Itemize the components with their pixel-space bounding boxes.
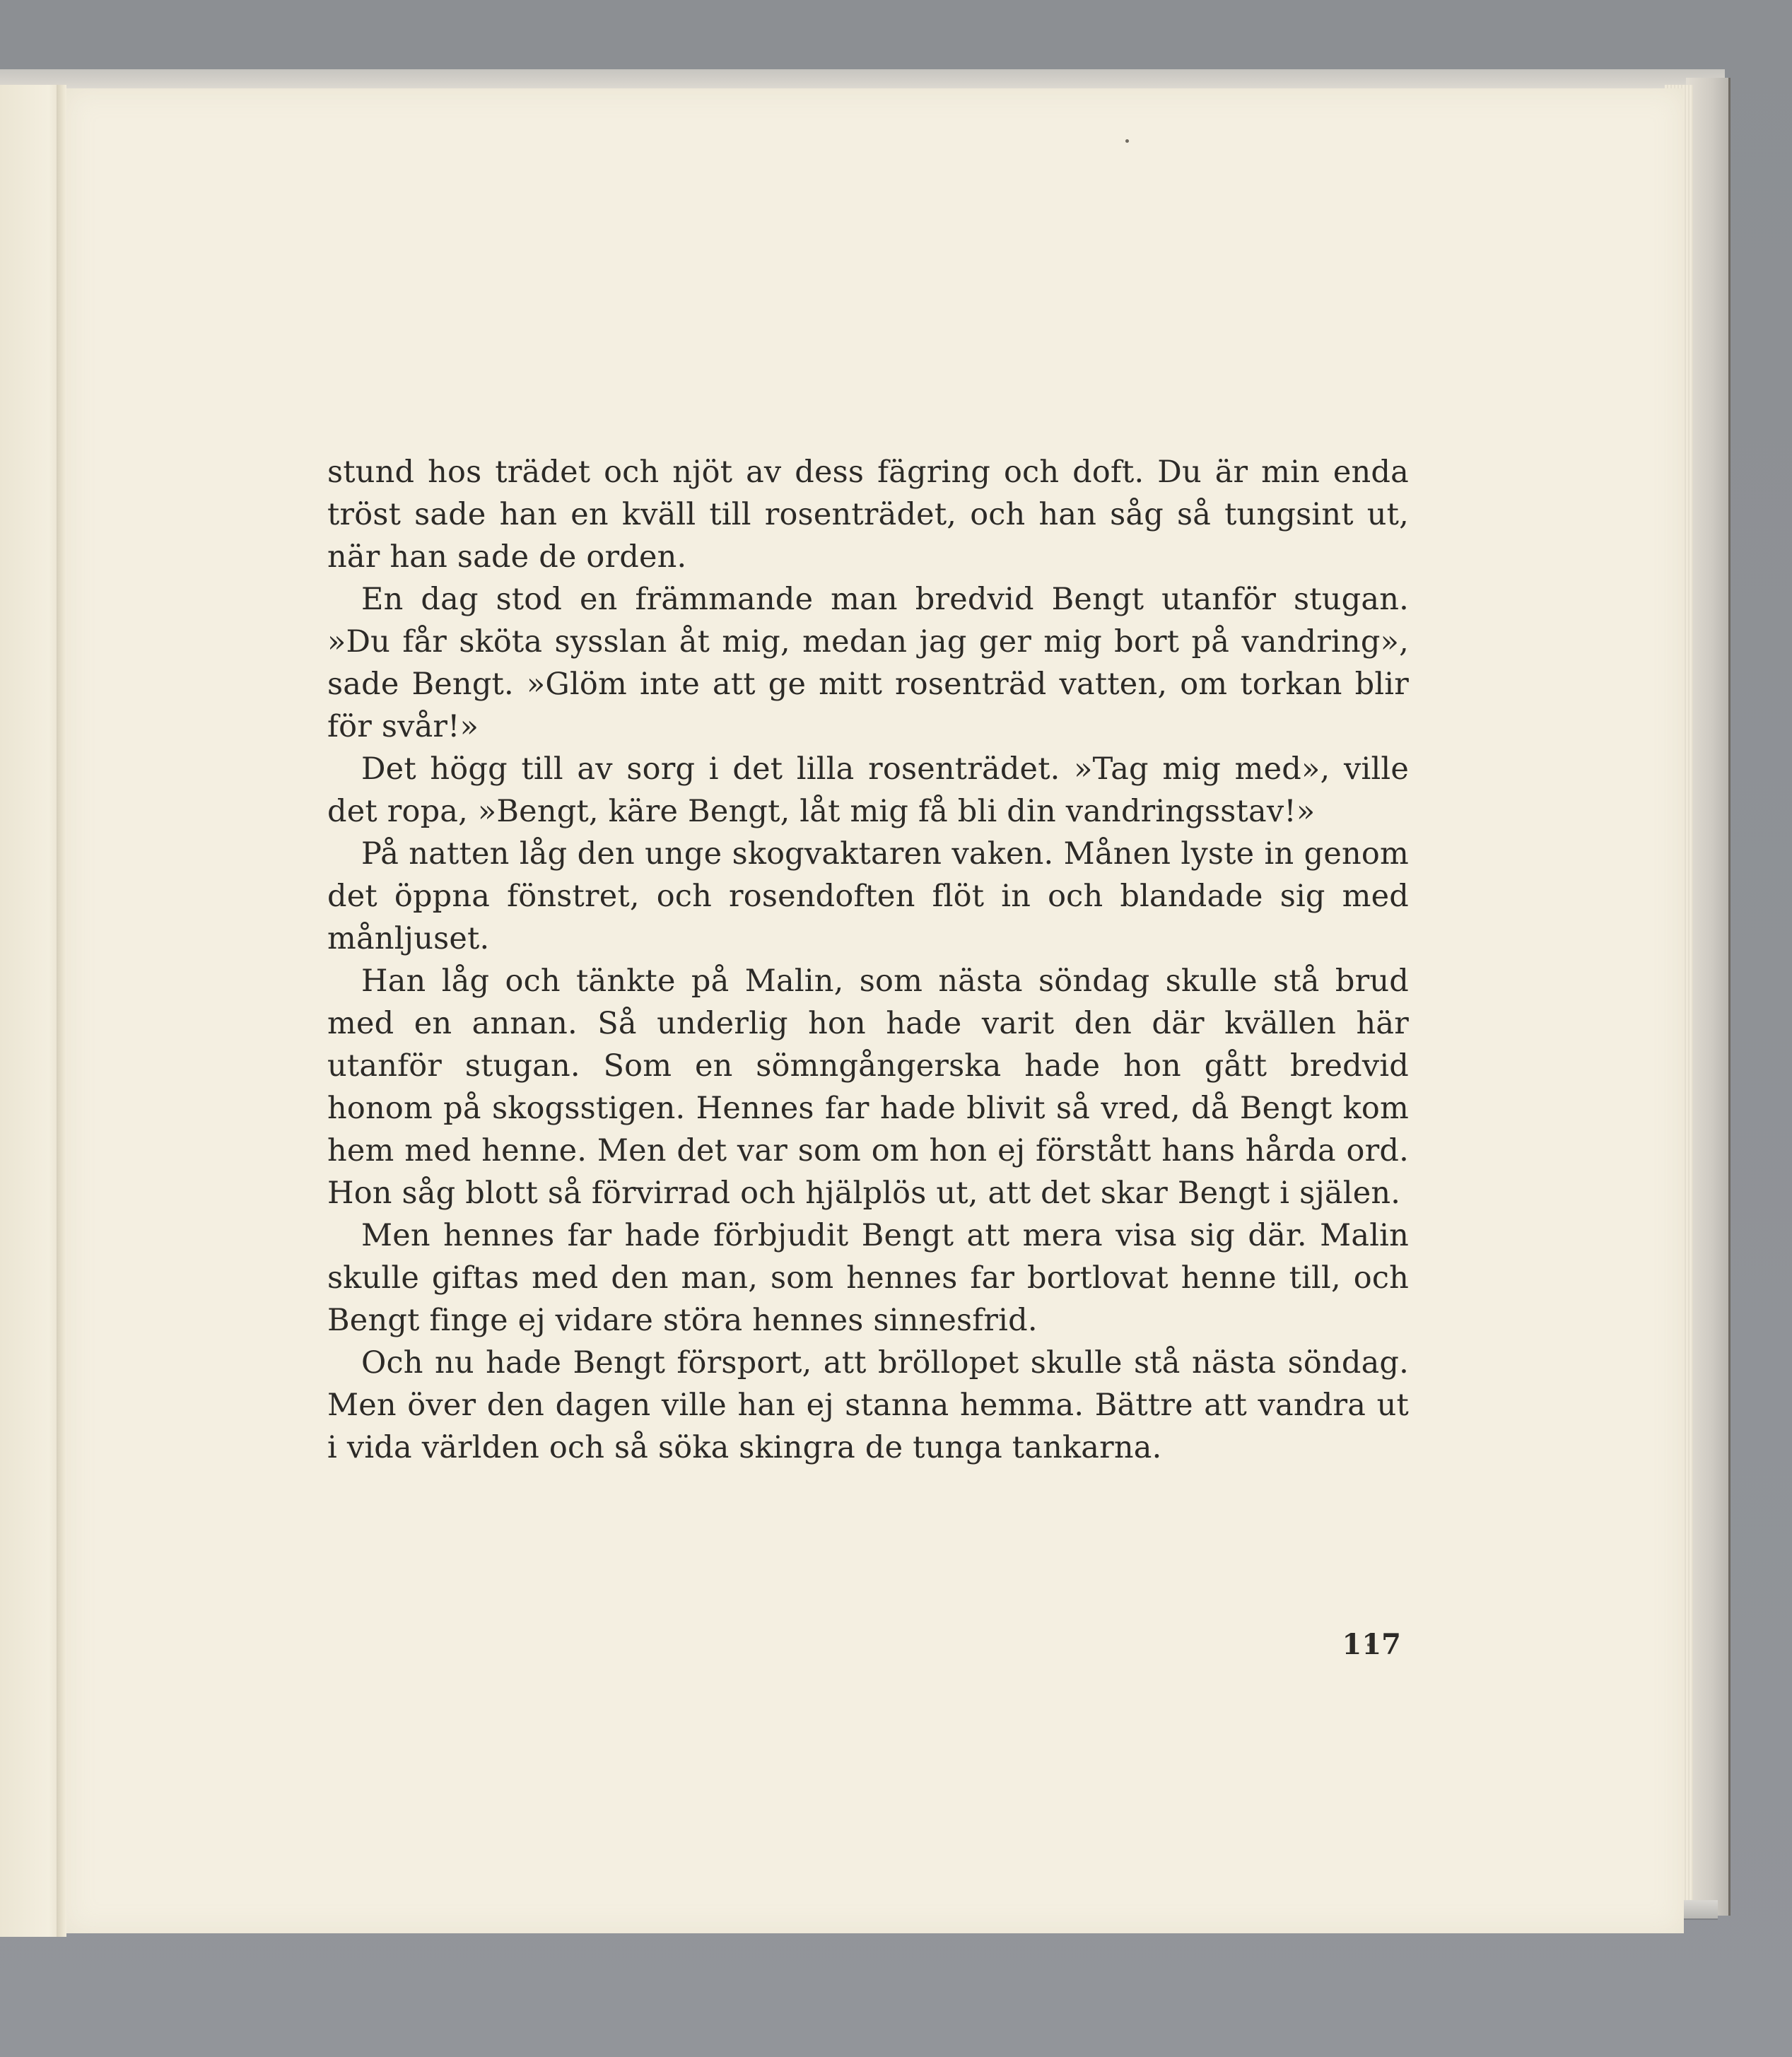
cover-top-edge — [0, 69, 1725, 90]
body-text — [327, 451, 1409, 1469]
paragraph: Men hennes far hade förbjudit Bengt att mera visa sig där. Malin skulle giftas med den man, som hennes far bortlovat henne till, och Bengt finge ej vidare störa hennes sinnesfrid. — [327, 1218, 1409, 1338]
paragraph: stund hos trädet och njöt av dess fägring och doft. Du är min enda tröst sade han en kväll till rosenträdet, och han såg så tungsint ut, när han sade de orden. — [327, 455, 1409, 575]
paragraph: Han låg och tänkte på Malin, som nästa söndag skulle stå brud med en annan. Så underlig hon hade varit den där kvällen här utanför stugan. Som en sömngångerska hade hon gått bredvid honom på skogsstigen. Hennes far hade blivit så vred, då Bengt kom hem med henne. Men det var som om hon ej förstått hans hårda ord. Hon såg blott så förvirrad och hjälplös ut, att det skar Bengt i själen. — [327, 963, 1409, 1211]
paper-speck — [1125, 139, 1129, 143]
paragraph: Och nu hade Bengt försport, att bröllopet skulle stå nästa söndag. Men över den dagen ville han ej stanna hemma. Bättre att vandra ut i vida världen och så söka skingra de tunga tankarna. — [327, 1345, 1409, 1465]
paragraph: Det högg till av sorg i det lilla rosenträdet. »Tag mig med», ville det ropa, »Bengt, käre Bengt, låt mig få bli din vandringsstav!» — [327, 751, 1409, 829]
book-gutter — [57, 85, 66, 1937]
page-number: 117 — [1342, 1628, 1401, 1661]
left-page-sliver — [0, 85, 61, 1937]
book-page — [65, 88, 1684, 1933]
paragraph: På natten låg den unge skogvaktaren vaken. Månen lyste in genom det öppna fönstret, och rosendoften flöt in och blandade sig med månljuset. — [327, 836, 1409, 956]
paragraph: En dag stod en främmande man bredvid Bengt utanför stugan. »Du får sköta sysslan åt mig, medan jag ger mig bort på vandring», sade Bengt. »Glöm inte att ge mitt rosenträd vatten, om torkan blir för svår!» — [327, 582, 1409, 744]
